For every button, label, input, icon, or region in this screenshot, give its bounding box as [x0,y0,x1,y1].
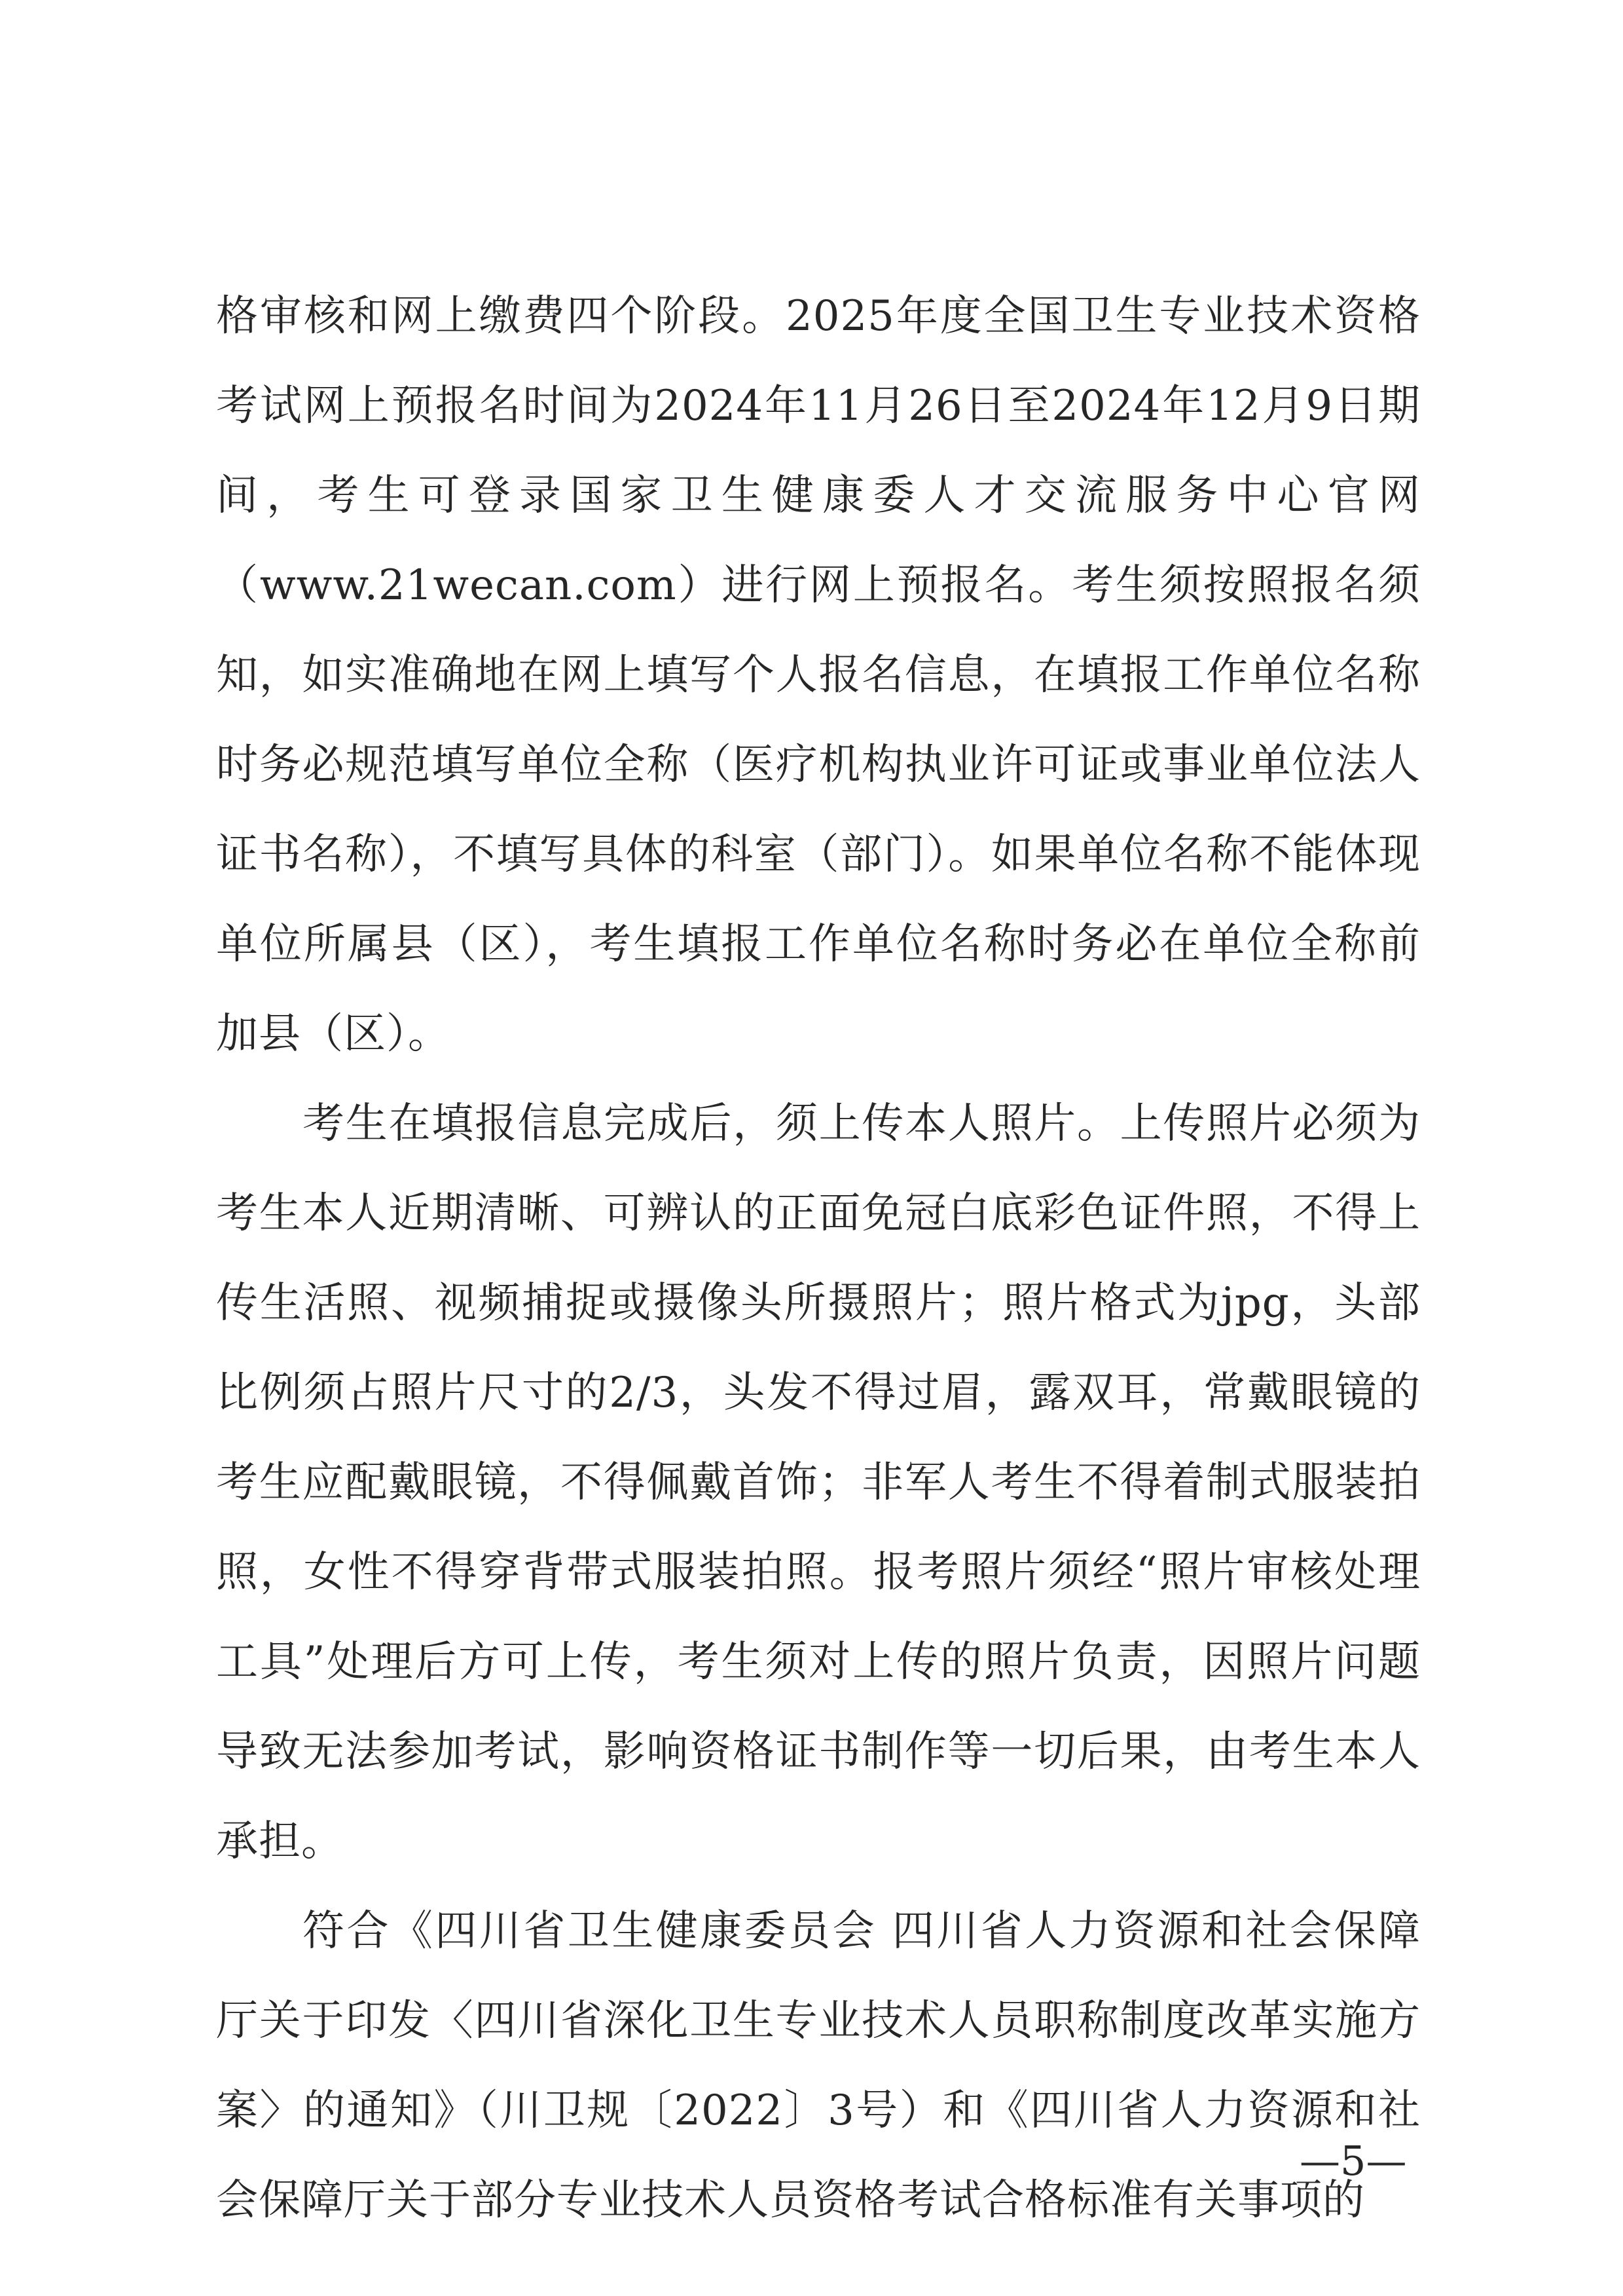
page-number: —5— [1300,2137,1407,2185]
paragraph-eligibility: 符合《四川省卫生健康委员会 四川省人力资源和社会保障厅关于印发〈四川省深化卫生专业技术人员职称制度改革实施方案〉的通知》（川卫规〔2022〕3号）和《四川省人力资源和社会保障厅关于部分专业技术人员资格考试合格标准有关事项的 [216,1907,1421,2225]
paragraph-photo-requirements: 考生在填报信息完成后，须上传本人照片。上传照片必须为考生本人近期清晰、可辨认的正面免冠白底彩色证件照，不得上传生活照、视频捕捉或摄像头所摄照片；照片格式为jpg，头部比例须占照片尺寸的2/3，头发不得过眉，露双耳，常戴眼镜的考生应配戴眼镜，不得佩戴首饰；非军人考生不得着制式服装拍照，女性不得穿背带式服装拍照。报考照片须经“照片审核处理工具”处理后方可上传，考生须对上传的照片负责，因照片问题导致无法参加考试，影响资格证书制作等一切后果，由考生本人承担。 [216,1100,1421,1866]
paragraph-continuation: 格审核和网上缴费四个阶段。2025年度全国卫生专业技术资格考试网上预报名时间为2024年11月26日至2024年12月9日期间，考生可登录国家卫生健康委人才交流服务中心官网（www.21wecan.com）进行网上预报名。考生须按照报名须知，如实准确地在网上填写个人报名信息，在填报工作单位名称时务必规范填写单位全称（医疗机构执业许可证或事业单位法人证书名称），不填写具体的科室（部门）。如果单位名称不能体现单位所属县（区），考生填报工作单位名称时务必在单位全称前加县（区）。 [216,292,1421,1058]
body-text [216,272,1421,2246]
